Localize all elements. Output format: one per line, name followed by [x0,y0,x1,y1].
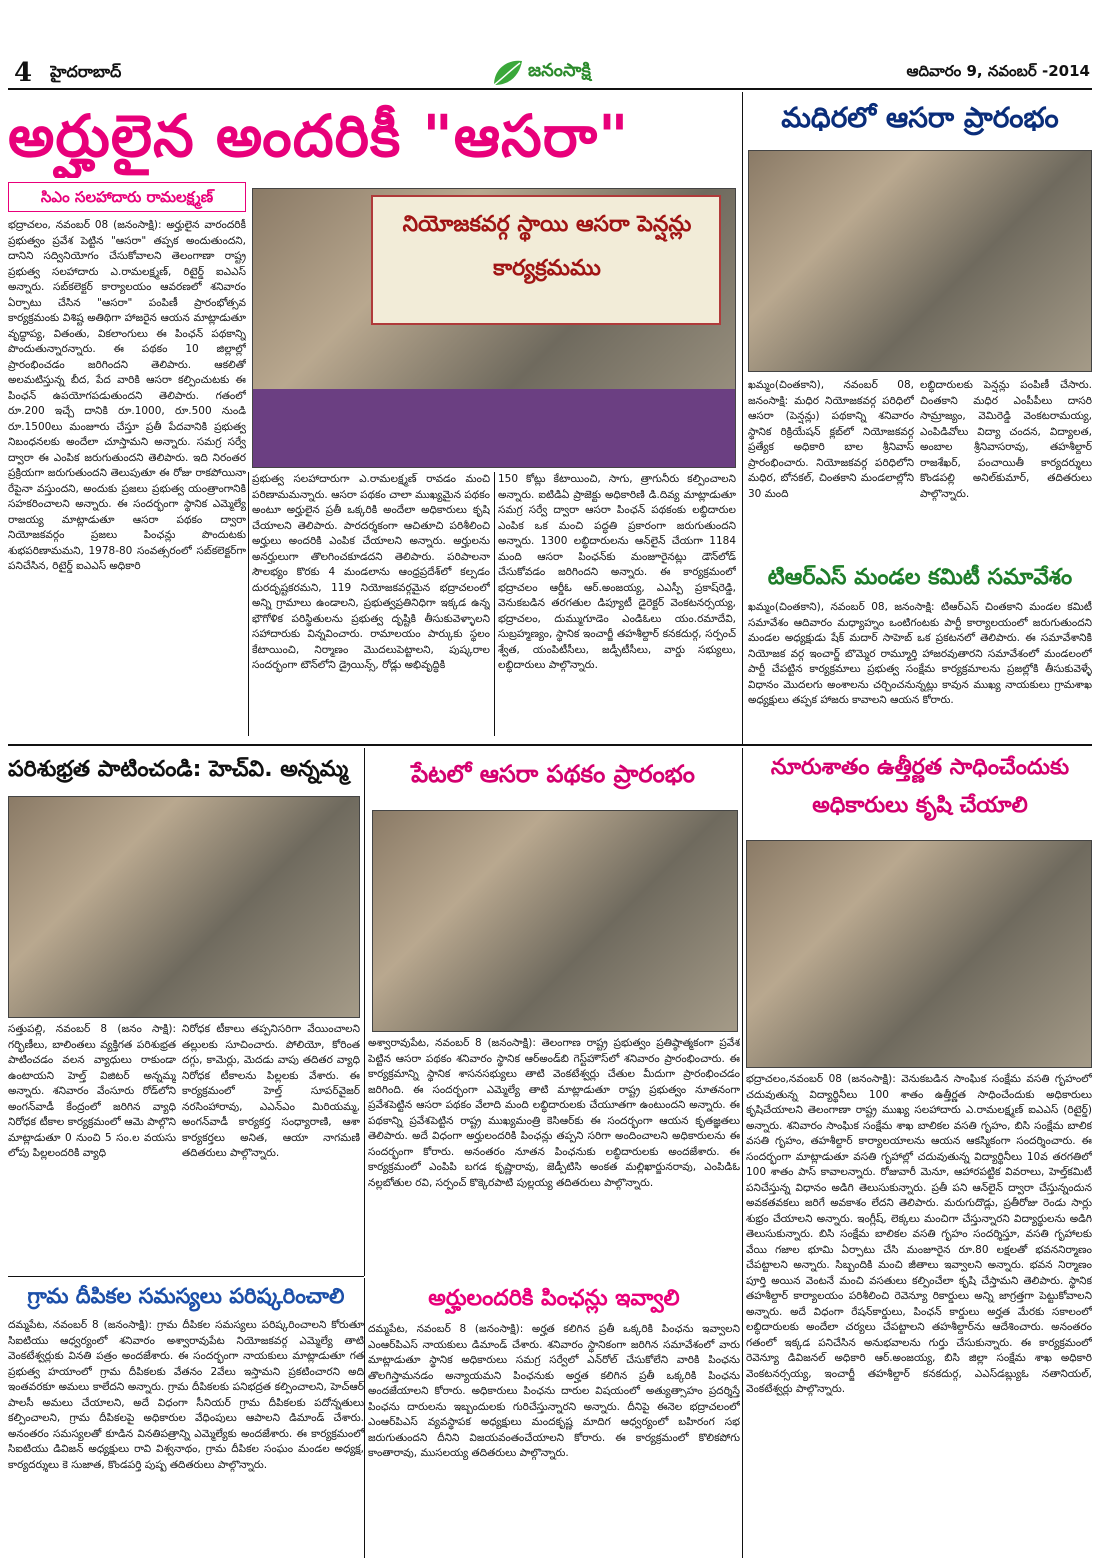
story4-headline: పరిశుభ్రత పాటించండి: హెచ్‌వి. అన్నమ్మ [8,757,349,782]
story8-headline: అర్హులందరికి పింఛన్లు ఇవ్వాలి [428,1286,680,1311]
col-divider-e [742,748,743,1558]
story6-body: భద్రాచలం,నవంబర్ 08 (జనంసాక్షి): వెనుకబడిన సాంఘిక సంక్షేమ వసతి గృహంలో చదువుతున్న విద్యార్థినీలు 100 శాతం ఉత్తీర్ణత సాధించేందుకు అధికారులు కృషిచేయాలని తెలంగాణా రాష్ట్ర ముఖ్య సలహాదారు ఎ.రామలక్ష్మణ్ ఐఎఎస్ (రిటైర్డ్) అన్నారు. శనివారం సాంఘిక సంక్షేమ శాఖ బాలికల వసతి గృహం, బిసి సంక్షేమ బాలిక వసతి గృహం, తహశీల్దార్ కార్యాలయాలను ఆయన ఆకస్మికంగా సందర్శించారు. ఈ సందర్భంగా మాట్లాడుతూ వసతి గృహాల్లో చదువుతున్న విద్యార్థినీలు 10వ తరగతిలో 100 శాతం పాస్ కావాలన్నారు. రోజువారీ మెనూ, ఆహారపట్టిక వివరాలు, హెల్త్‌కమిటీ పనిచేస్తున్న విధానం అడిగి తెలుసుకున్నారు. ప్రతీ పని ఆన్‌లైన్ ద్వారా చేస్తున్నందున అవకతవకలు జరిగే అవకాశం లేదని తెలిపారు. మరుగుదొడ్లు, ప్రతీరోజు రెండు సార్లు శుభ్రం చేయాలని అన్నారు. ఇంగ్లీష్, లెక్కలు మంచిగా చేస్తున్నారని విద్యార్థులను అడిగి తెలుసుకున్నారు. బిసి సంక్షేమ బాలికల వసతి గృహం సందర్శిస్తూ, వసతి గృహాలకు వేయి గజాల భూమి ఏర్పాటు చేసి మంజూరైన రూ.80 లక్షలతో భవననిర్మాణం చేపట్టాలని అన్నారు. సిబ్బందికి మంచి జీతాలు ఇవ్వాలని అన్నారు. భవన నిర్మాణం పూర్తి అయిన వెంటనే మంచి వసతులు కల్పించేలా కృషి చేస్తామని తెలిపారు. స్థానిక తహశీల్దార్ కార్యాలయం పరిశీలించి రెవెన్యూ రికార్డులు అన్ని జాగ్రత్తగా పెట్టుకోవాలని అన్నారు. అదే విధంగా రేషన్‌కార్డులు, పింఛన్ కార్డులు అర్హత మేరకు సకాలంలో లబ్ధిదారులకు అందేలా చర్యలు చేపట్టాలని తహశీల్దార్‌ను ఆదేశించారు. అనంతరం గతంలో ఇక్కడ పనిచేసిన అనుభవాలను గుర్తు చేసుకున్నారు. ఈ కార్యక్రమంలో రెవెన్యూ డివిజనల్ అధికారి ఆర్.అంజయ్య, బిసి జిల్లా సంక్షేమ శాఖ అధికారి వెంకటనర్సయ్య, ఇంచార్జీ తహశీల్దార్ కనకదుర్గ, ఎఎస్‌డబ్ల్యుఓ నతానియల్, వెంకటేశ్వర్లు పాల్గొన్నారు. [746,1073,1092,1395]
story1-subhead: సిఎం సలహాదారు రామలక్ష్మణ్ [8,182,246,212]
col-divider-a [248,472,249,736]
page-header [0,0,1100,92]
story2-photo [748,150,1092,372]
story5-headline: పేటలో ఆసరా పథకం ప్రారంభం [411,760,695,788]
story1-col3: 150 కోట్లు కేటాయించి, సాగు, త్రాగునీరు కల్పించాలని అన్నారు. ఐటిడిఏ ప్రాజెక్టు అధికారిణి డి.దివ్య మాట్లాడుతూ సమగ్ర సర్వే ద్వారా ఆసరా పింఛన్ పథకంకు లబ్ధిదారుల ఎంపిక ఒక మంచి పద్ధతి ప్రకారంగా జరుగుతుందని అన్నారు. 1300 లబ్ధిదారులను ఆన్‌లైన్ చేయగా 1184 మంది ఆసరా పింఛన్‌కు మంజూరైనట్లు డౌన్‌లోడ్ చేసుకోవడం జరిగిందని అన్నారు. ఈ కార్యక్రమంలో భద్రాచలం ఆర్డీఓ ఆర్.అంజయ్య, ఎఎస్పీ ప్రకాష్‌రెడ్డి, వెనుకబడిన తరగతుల డిప్యూటీ డైరెక్టర్ వెంకటనర్సయ్య, భద్రాచలం, దుమ్ముగూడెం ఎండిఓలు యం.రమాదేవి, సుబ్రహ్మణ్యం, స్థానిక ఇంచార్జీ తహశీల్దార్ కనకదుర్గ, సర్పంచ్ శ్వేత, యంపిటీసీలు, జడ్పీటీసీలు, వార్డు సభ్యులు, లబ్ధిదారులు పాల్గొన్నారు. [498,473,736,671]
story7-headline: గ్రామ దీపికల సమస్యలు పరిష్కరించాలి [27,1284,345,1308]
story1-photo [252,188,736,468]
masthead-logo [490,56,630,90]
page-number: 4 [14,58,33,88]
story6-headline-line2: అధికారులు కృషి చేయాలి [812,793,1028,818]
section-divider-1 [8,744,1092,746]
section-divider-2 [8,1276,364,1277]
story1-headline: అర్హులైన అందరికీ "ఆసరా" [8,102,630,170]
story1-col2: ప్రభుత్వ సలహాదారుగా ఎ.రామలక్ష్మణ్ రావడం మంచి పరిణామమన్నారు. ఆసరా పథకం చాలా ముఖ్యమైన పథకం అంటూ అర్హులైన ప్రతీ ఒక్కరికి అందేలా అధికారులు కృషి చేయాలని తెలిపారు. పారదర్శకంగా ఆచితూచి పరిశీలించి అర్హులు అందరికి ఎంపిక చేయాలని అన్నారు. అర్హులను అనర్హులుగా తొలగించకూడదని తెలిపారు. పరిపాలనా సౌలభ్యం కొరకు 4 మండలాను ఆంధ్రప్రదేశ్‌లో కల్పడం దురదృష్టకరమని, 119 నియోజకవర్గమైన భద్రాచలంలో అన్ని గ్రామాలు ఉండాలని, ప్రభుత్వప్రతినిధిగా ఇక్కడ ఉన్న భౌగోళిక పరిస్థితులను ప్రభుత్వ దృష్టికి తీసుకువెళ్ళాలని సహాదారుకు విన్నవించారు. రామాలయం పార్కుకు స్థలం కేటాయించి, నిర్మాణం మొదలుపెట్టాలని, పుష్కరాల సందర్భంగా టౌన్‌లోని డ్రైయిన్స్, రోడ్లు అభివృద్ధికి [252,473,490,671]
story7-body: దమ్మపేట, నవంబర్ 8 (జనంసాక్షి): గ్రామ దీపికల సమస్యలు పరిష్కరించాలని కోరుతూ సిఐటియు ఆధ్వర్యంలో శనివారం అశ్వారావుపేట నియోజకవర్గ ఎమ్మెల్యే తాటి వెంకటేశ్వర్లుకు వినతి పత్రం అందజేశారు. ఈ సందర్భంగా నాయకులు మాట్లాడుతూ గత ప్రభుత్వ హయాంలో గ్రామ దీపికలకు వేతనం 2వేలు ఇస్తామని ప్రకటించారని అది ఇంతవరకూ అమలు కాలేదని అన్నారు. గ్రామ దీపికలకు పనిభద్రత కల్పించాలని, హెచ్‌ఆర్ పాలసీ అమలు చేయాలని, అదే విధంగా సీనియర్ గ్రామ దీపికలకు పదోన్నతులు కల్పించాలని, గ్రామ దీపికలపై అధికారుల వేధింపులు ఆపాలని డిమాండ్ చేశారు. అనంతరం సమస్యలతో కూడిన వినతిపత్రాన్ని ఎమ్మెల్యేకు అందజేశారు. ఈ కార్యక్రమంలో సిఐటియు డివిజన్ అధ్యక్షులు రావి విశ్వనాథం, గ్రామ దీపికల సంఘం మండల అధ్యక్ష, కార్యదర్శులు కె సుజాత, కొండపర్తి పుష్ప తదితరులు పాల్గొన్నారు. [8,1319,364,1471]
story2-col1: ఖమ్మం(చింతకాని), నవంబర్ 08, జనంసాక్షి: మధిర నియోజకవర్గ పరిధిలో ఆసరా (పెన్షన్లు) పథకాన్ని శనివారం స్థానిక రిక్రియేషన్ క్లబ్‌లో నియోజకవర్గ ప్రత్యేక అధికారి బాల శ్రీనివాస్ ప్రారంభించారు. నియోజకవర్గ పరిధిలోని మధిర, బోనకల్, చింతకాని మండలాల్లోని 30 మంది [748,379,914,500]
col-divider-c [742,92,743,744]
story4-col1: సత్తుపల్లి, నవంబర్ 8 (జనం సాక్షి): గర్భిణీలు, బాలింతలు వ్యక్తిగత పరిశుభ్రత పాటించడం వలన వ్యాధులు రాకుండా ఉంటాయని హెల్త్ విజిటర్ అన్నమ్మ అన్నారు. శనివారం వేంసూరు రోడ్‌లోని అంగన్‌వాడీ కేంద్రంలో జరిగిన వ్యాధి నిరోధక టీకాల కార్యక్రమంలో ఆమె పాల్గొని మాట్లాడుతూ 0 నుంచి 5 సం.ల వయసు లోపు పిల్లలందరికి వ్యాధి [8,1023,176,1159]
story2-headline: మధిరలో ఆసరా ప్రారంభం [781,101,1059,134]
col-divider-d [364,748,365,1276]
story5-body: అశ్వారావుపేట, నవంబర్ 8 (జనంసాక్షి): తెలంగాణ రాష్ట్ర ప్రభుత్వం ప్రతిష్ఠాత్మకంగా ప్రవేశ పెట్టిన ఆసరా పథకం శనివారం స్థానిక ఆర్‌అండ్‌బి గెస్ట్‌హౌస్‌లో శనివారం ప్రారంభించారు. ఈ కార్యక్రమాన్ని స్థానిక శాసనసభ్యులు తాటి వెంకటేశ్వర్లు చేతుల మీదుగా ప్రారంభించడం జరిగింది. ఈ సందర్భంగా ఎమ్మెల్యే తాటి మాట్లాడుతూ రాష్ట్ర ప్రభుత్వం నూతనంగా ప్రవేశపెట్టిన ఆసరా పథకం వేలాది మంది లబ్ధిదారులకు చేయూతగా ఉంటుందని అన్నారు. ఈ పథకాన్ని ప్రవేశపెట్టిన రాష్ట్ర ముఖ్యమంత్రి కెసిఆర్‌కు ఈ సందర్భంగా ఆయన కృతజ్ఞతలు తెలిపారు. అదే విధంగా అర్హులందరికి పింఛన్లు తప్పని సరిగా అందించాలని అధికారులను ఈ సందర్భంగా కోరారు. అనంతరం నూతన పింఛనుకు లబ్ధిదారులకు అందజేశారు. ఈ కార్యక్రమంలో ఎంపిపి బగడ కృష్ణారావు, జెడ్పీటిసి అంకత మల్లిఖార్జునరావు, ఎంపిడిఓ నల్లబోతుల రవి, సర్పంచ్ కొక్కెరపాటి పుల్లయ్య తదితరులు పాల్గొన్నారు. [368,1037,740,1189]
story4-col2: నిరోధక టీకాలు తప్పనిసరిగా వేయించాలని తల్లులకు సూచించారు. పోలియో, కోరింత దగ్గు, కామెర్లు, మెదడు వాపు తదితర వ్యాధి నిరోధక టీకాలను పిల్లలకు వేశారు. ఈ కార్యక్రమంలో హెల్త్ సూపర్‌వైజర్ నరసింహారావు, ఎఎన్ఎం మిరియమ్మ, అంగన్‌వాడీ కార్యకర్త సంధ్యారాణి, ఆశా కార్యకర్తలు అనిత, ఆయా నాగమణి తదితరులు పాల్గొన్నారు. [182,1023,360,1159]
col-divider-f [364,1278,365,1558]
leaf-logo-icon [490,57,526,89]
col-divider-b [494,472,495,736]
story1-banner [371,195,721,325]
story1-table [253,389,736,468]
story6-headline-line1: నూరుశాతం ఉత్తీర్ణత సాధించేందుకు [770,755,1070,780]
issue-date: ఆదివారం 9, నవంబర్ -2014 [906,62,1090,80]
story6-photo [746,840,1092,1068]
story1-col1: భద్రాచలం, నవంబర్ 08 (జనంసాక్షి): అర్హులైన వారందరికీ ప్రభుత్వం ప్రవేశ పెట్టిన "ఆసరా" తప్పక అందుతుందని, దానిని సద్వినియోగం చేసుకోవాలని తెలంగాణా రాష్ట్ర ప్రభుత్వ సలహాదారు ఎ.రామలక్ష్మణ్, రిటైర్డ్ ఐఎఎస్ అన్నారు. సబ్‌కలెక్టర్ కార్యాలయం ఆవరణలో శనివారం ఏర్పాటు చేసిన "ఆసరా" పంపిణీ ప్రారంభోత్సవ కార్యక్రమంకు విశిష్ట అతిథిగా హాజరైన ఆయన మాట్లాడుతూ వృద్ధాప్య, వితంతు, వికలాంగులు ఈ పింఛన్ పథకాన్ని పొందుతున్నారన్నారు. ఈ పథకం 10 జిల్లాల్లో ప్రారంభించడం జరిగిందని తెలిపారు. ఆకలితో అలమటిస్తున్న బీద, పేద వారికి ఆసరా కల్పించుటకు ఈ పింఛన్ ఉపయోగపడుతుందని తెలిపారు. గతంలో రూ.200 ఇచ్చే దానికి రూ.1000, రూ.500 నుండి రూ.1500లు మంజూరు చేస్తూ ప్రతీ పేదవానికి ప్రభుత్వ నిబంధనలకు అందేలా చూస్తామని అన్నారు. సమగ్ర సర్వే ద్వారా ఈ ఎంపిక జరుగుతుందని తెలిపారు. ఇది నిరంతర ప్రక్రియగా జరుగుతుందని తెలుపుతూ ఈ రోజు రాకపోయినా రేపైనా వస్తుందని, అందుకు ప్రజలు ప్రభుత్వ యంత్రాంగానికి సహకరించాలని అన్నారు. ఈ సందర్భంగా స్థానిక ఎమ్మెల్యే రాజయ్య మాట్లాడుతూ ఆసరా పథకం ద్వారా నియోజకవర్గం ప్రజలు పింఛన్లు పొందుటకు శుభపరిణామమని, 1978-80 సంవత్సరంలో సబ్‌కలెక్టర్‌గా పనిచేసిన, రిటైర్డ్ ఐఎఎస్ అధికారి [8,219,246,572]
story2-col2: లబ్ధిదారులకు పెన్షన్లు పంపిణీ చేసారు. చింతకాని మధిర ఎంపీపీలు దాసరి సామ్రాజ్యం, వెమిరెడ్డి వెంకటరామయ్య, ఎంపిడివోలు విద్యా చందన, విద్యాలత, అంబాల శ్రీనివాసరావు, తహశీల్దార్ రాజశేఖర్, పంచాయితీ కార్యదర్శులు కొండపల్లి అనిల్‌కుమార్, తదితరులు పాల్గొన్నారు. [920,379,1092,500]
story5-photo [372,810,738,1032]
story3-body: ఖమ్మం(చింతకాని), నవంబర్ 08, జనంసాక్షి: టిఆర్ఎస్ చింతకాని మండల కమిటీ సమావేశం ఆదివారం మధ్యాహ్నం ఒంటిగంటకు పార్టీ కార్యాలయంలో జరుగుతుందని మండల అధ్యక్షుడు షేక్ మదార్ సాహెబ్ ఒక ప్రకటనలో తెలిపారు. ఈ సమావేశానికి నియోజక వర్గ ఇంచార్జ్ బొమ్మెర రామ్మూర్తి హాజరవుతారని సమావేశంలో మండలంలో పార్టీ చేపట్టిన కార్యక్రమాలు ప్రభుత్వ సంక్షేమ కార్యక్రమాలను ప్రజల్లోకి తీసుకువెళ్ళే విధానం మొదలగు అంశాలను చర్చించనున్నట్లు కావున ముఖ్య నాయకులు గ్రామశాఖ అధ్యక్షులు తప్పక హాజరు కావాలని ఆయన కోరారు. [748,601,1092,706]
story1-banner-text: నియోజకవర్గ స్థాయి ఆసరా పెన్షన్లు కార్యక్రమము [402,212,692,281]
masthead-title: జనంసాక్షి [528,60,591,81]
header-divider [8,88,1092,90]
city-name: హైదరాబాద్ [50,62,122,81]
story8-body: దమ్మపేట, నవంబర్ 8 (జనంసాక్షి): అర్హత కలిగిన ప్రతీ ఒక్కరికి పింఛను ఇవ్వాలని ఎంఆర్‌పిఎస్ నాయకులు డిమాండ్ చేశారు. శనివారం స్థానికంగా జరిగిన సమావేశంలో వారు మాట్లాడుతూ స్థానిక అధికారులు సమగ్ర సర్వేలో ఎన్‌రోల్ చేసుకోలేని వారికి పింఛను తొలగిస్తామనడం అన్యాయమని పింఛనుకు అర్హత కలిగిన ప్రతీ ఒక్కరికి పింఛను అందజేయాలని కోరారు. అధికారులు పింఛను దారుల విషయంలో అత్యుత్సాహం ప్రదర్శిస్తే పింఛను దారులను ఇబ్బందులకు గురిచేస్తున్నారని అన్నారు. దీనిపై ఈనెల భద్రాచలంలో ఎంఆర్‌పిఎస్ వ్యవస్థాపక అధ్యక్షులు మందకృష్ణ మాదిగ ఆధ్వర్యంలో బహిరంగ సభ జరుగుతుందని దీనిని విజయవంతంచేయాలని కోరారు. ఈ కార్యక్రమంలో కొలికపోగు కాంతారావు, ముసలయ్య తదితరులు పాల్గొన్నారు. [368,1323,740,1459]
story4-photo [8,796,360,1018]
story3-headline: టిఆర్ఎస్ మండల కమిటీ సమావేశం [767,565,1073,590]
